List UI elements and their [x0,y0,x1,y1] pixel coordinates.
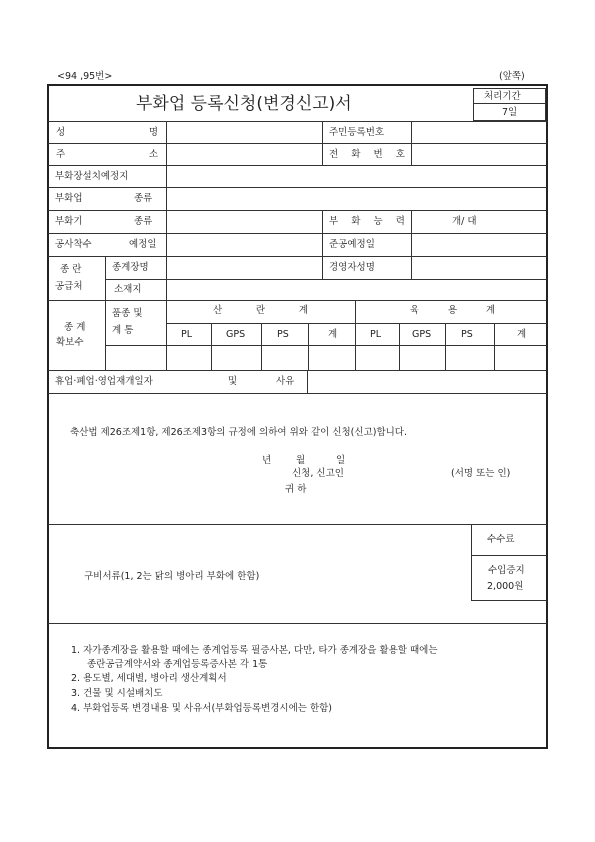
processing-label: 처리기간 [484,91,521,102]
fee-label: 수수료 [487,534,515,545]
attachments-label: 구비서류(1, 2는 닭의 병아리 부화에 한함) [84,571,260,582]
note-4: 4. 부화업등록 변경내용 및 사유서(부화업등록변경시에는 한함) [71,703,333,714]
sub-col-8: 계 [517,329,527,340]
hatchery-location-label: 부화장설치예정지 [55,171,129,182]
sub-col-5: PL [370,329,382,340]
supplier-label-b: 공급처 [55,281,83,292]
sub-col-1: PL [181,329,193,340]
fee-stamp-label: 수입증지 [488,565,525,576]
fee-amount: 2,000원 [487,581,524,592]
sub-col-6: GPS [412,329,432,340]
closure-label-a: 휴업·폐업·영업재개일자 [55,376,153,387]
page-side: (앞쪽) [499,71,525,82]
breeder-count-label-b: 확보수 [56,337,84,348]
sub-col-2: GPS [226,329,246,340]
date-day: 일 [336,455,346,466]
broiler-label: 육 용 계 [410,305,495,316]
hatchery-type-label-b: 종류 [134,193,153,204]
breed-label-a: 품종 및 [112,308,143,319]
completion-date-label: 준공예정일 [329,239,375,250]
note-1: 1. 자가종계장을 활용할 때에는 종계업등록 필증사본, 다만, 타가 종계장을 활용할 때에는 [71,645,438,656]
hatchery-type-label-a: 부화업 [55,193,83,204]
incubator-label-a: 부화기 [55,216,83,227]
breeder-count-label-a: 종 계 [64,322,86,333]
form-title: 부화업 등록신청(변경신고)서 [136,94,352,114]
construction-label-b: 예정일 [129,239,157,250]
capacity-label: 부 화 능 력 [329,216,405,227]
addressee-label: 귀 하 [285,484,307,495]
declaration-statement: 축산법 제26조제1항, 제26조제3항의 규정에 의하여 위와 같이 신청(신고)합니다. [70,427,407,438]
capacity-unit: 개/ 대 [452,216,477,227]
note-2: 2. 용도별, 세대별, 병아리 생산계획서 [71,673,227,684]
date-year: 년 [262,455,272,466]
sub-col-7: PS [461,329,473,340]
sub-col-3: PS [277,329,289,340]
laying-label: 산 란 계 [213,305,308,316]
closure-label-c: 사유 [276,376,295,387]
supplier-label-a: 종 란 [60,264,82,275]
note-3: 3. 건물 및 시설배치도 [71,688,163,699]
construction-label-a: 공사착수 [55,239,92,250]
sub-col-4: 계 [328,329,338,340]
phone-label: 전 화 번 호 [329,149,405,160]
signature-label: (서명 또는 인) [451,468,511,479]
date-month: 월 [296,455,306,466]
closure-label-b: 및 [228,376,238,387]
breeder-farm-label: 종계장명 [112,262,149,273]
breed-label-b: 계 통 [112,325,134,336]
form-number: <94 ,95번> [57,71,113,82]
applicant-label: 신청, 신고인 [292,468,344,479]
name-label: 성 명 [56,127,158,138]
manager-name-label: 경영자성명 [329,262,375,273]
incubator-label-b: 종류 [134,216,153,227]
resident-no-label: 주민등록번호 [329,127,385,138]
processing-value: 7일 [502,107,518,118]
note-1-cont: 종란공급계약서와 종계업등록증사본 각 1통 [87,659,268,670]
location-label: 소재지 [114,284,142,295]
address-label: 주 소 [56,149,158,160]
